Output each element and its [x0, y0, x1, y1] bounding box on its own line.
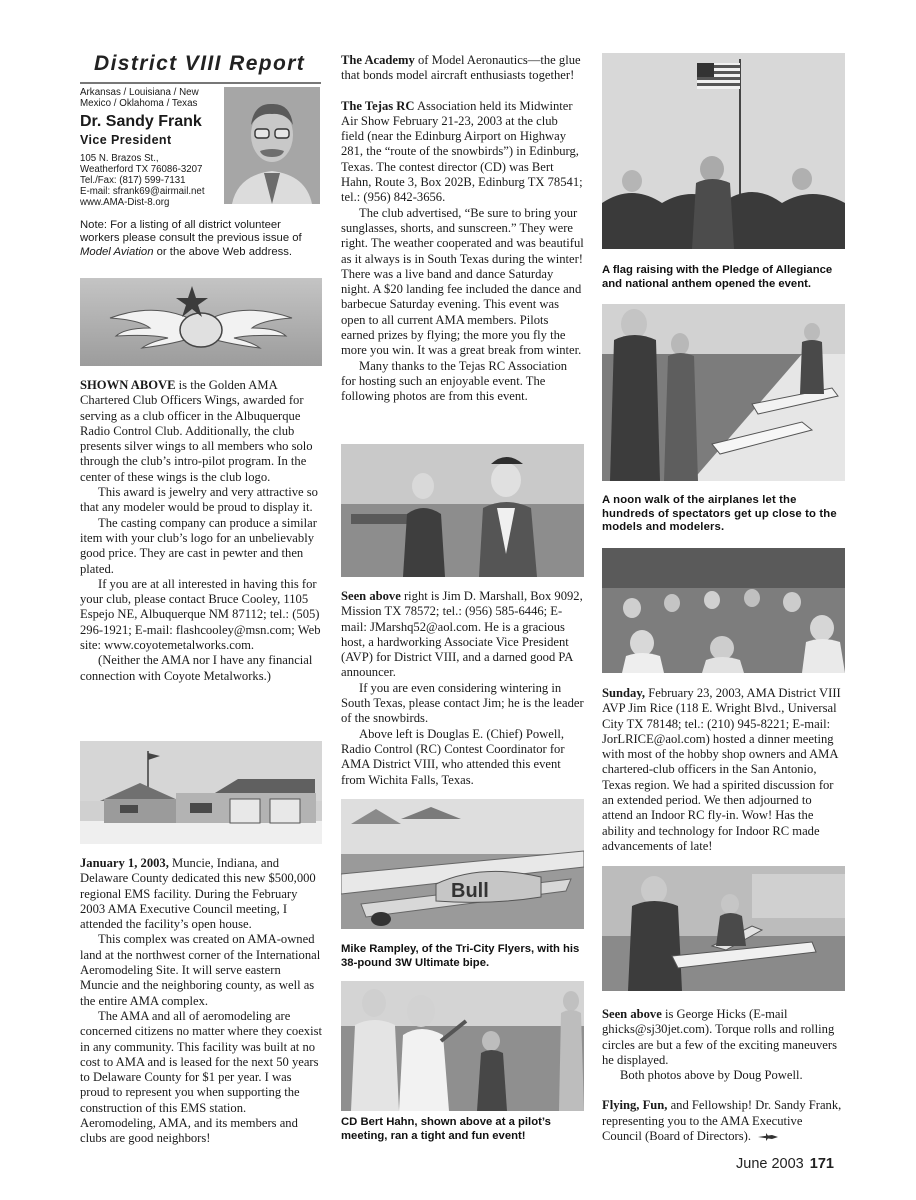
tejas-article	[341, 53, 584, 405]
web-line: www.AMA-Dist-8.org	[80, 197, 170, 208]
marshall-para-2: If you are even considering wintering in South Texas, please contact Jim; he is the leader of the snowbirds.	[341, 680, 584, 726]
tejas-lead: The Tejas RC	[341, 98, 415, 113]
caption-flag: A flag raising with the Pledge of Allegiance and national anthem opened the event.	[602, 264, 833, 290]
ems-facility-photo	[80, 741, 322, 844]
wings-text: is the Golden AMA Chartered Club Officers Wings, awarded for serving as a club officer in the Albuquerque Radio Control Club. Additionally, the club presents silver wings to all members who solo through the club’s intro-pilot program. In the center of these wings is the club logo.	[80, 378, 313, 484]
marshall-lead: Seen above	[341, 589, 401, 603]
ems-para-2: This complex was created on AMA-owned land at the northwest corner of the International Aeromodeling Site. It will serve eastern Muncie and the neighboring county, as well as the entire AMA complex.	[80, 932, 321, 1008]
closing-lead: Flying, Fun,	[602, 1098, 668, 1113]
hicks-text: is George Hicks (E-mail ghicks@sj30jet.com). Torque rolls and rolling circles are but a few of the exciting maneuvers he displayed.	[602, 1007, 837, 1067]
tejas-para-4: Many thanks to the Tejas RC Association for hosting such an enjoyable event. The following photos are from this event.	[341, 358, 568, 404]
note-text-end: or the above Web address.	[153, 245, 293, 258]
closing-text: and Fellowship! Dr. Sandy Frank, representing you to the AMA Executive Council (Board of Directors).	[602, 1098, 842, 1144]
marshall-para	[341, 589, 584, 681]
academy-text: of Model Aeronautics—the glue that bonds model aircraft enthusiasts together!	[341, 53, 581, 83]
page-number: 171	[809, 1156, 834, 1172]
district-note	[80, 219, 320, 259]
note-magazine: Model Aviation	[80, 245, 154, 258]
end-mark-icon	[758, 1130, 778, 1145]
ems-lead: January 1, 2003,	[80, 856, 169, 870]
vp-role: Vice President	[80, 133, 172, 147]
address-line1: 105 N. Brazos St.,	[80, 153, 159, 164]
academy-para	[341, 53, 584, 84]
title-rule	[80, 82, 321, 84]
vp-name: Dr. Sandy Frank	[80, 113, 202, 130]
indoor-rc-photo	[602, 866, 845, 991]
pilots-meeting-photo	[341, 981, 584, 1111]
tejas-para	[341, 99, 584, 206]
closing-para	[602, 1098, 845, 1144]
caption-rampley: Mike Rampley, of the Tri-City Flyers, with his 38-pound 3W Ultimate bipe.	[341, 943, 580, 969]
issue-date: June 2003	[736, 1156, 804, 1172]
dinner-meeting-photo	[602, 548, 845, 673]
academy-lead: The Academy	[341, 53, 415, 67]
district-states: Arkansas / Louisiana / New Mexico / Oklahoma / Texas	[80, 87, 199, 109]
marshall-para-3: Above left is Douglas E. (Chief) Powell, Radio Control (RC) Contest Coordinator for AMA District VIII, who attended this event from Wichita Falls, Texas.	[341, 726, 565, 787]
vp-contact	[80, 153, 205, 208]
wings-para-4: If you are at all interested in having this for your club, please contact Bruce Cooley, 1105 Espejo NE, Albuquerque NM 87112; tel.: (505) 296-1921; E-mail: flashcooley@msn.com; Web site: www.coyotemetalworks.com.	[80, 576, 321, 653]
noon-walk-photo	[602, 304, 845, 481]
photo-credit: Both photos above by Doug Powell.	[620, 1068, 803, 1083]
sunday-text: February 23, 2003, AMA District VIII AVP Jim Rice (118 E. Wright Blvd., Universal City TX 78148; tel.: (210) 945-8221; E-mail: JorLRICE@aol.com) hosted a dinner meeting with most of the hobby shop owners and AMA chartered-club officers in the San Antonio, Texas region. We had a spirited discussion for an extended period. We then adjourned to attend an Indoor RC fly-in. Wow! Has the ability and technology for Indoor RC made advancements of late!	[602, 686, 841, 853]
plane-lettering: Bull	[451, 880, 489, 902]
hicks-para	[602, 1007, 845, 1068]
tejas-text: Association held its Midwinter Air Show February 21-23, 2003 at the club field (near the Edinburg Airport on Highway 281, the “route of the snowbirds”) in Edinburg, Texas. The contest director (CD) was Bert Hahn, Route 3, Box 202B, Edinburg TX 78541; tel.: (956) 842-3656.	[341, 98, 583, 205]
sunday-lead: Sunday,	[602, 686, 646, 700]
wings-para	[80, 378, 322, 485]
biplane-photo	[341, 799, 584, 929]
wings-para-5: (Neither the AMA nor I have any financial connection with Coyote Metalworks.)	[80, 653, 313, 683]
address-line2: Weatherford TX 76086-3207	[80, 164, 203, 175]
ems-text: Muncie, Indiana, and Delaware County dedicated this new $500,000 regional EMS facility. During the February 2003 AMA Executive Council meeting, I attended the facility’s open house.	[80, 856, 316, 932]
hicks-lead: Seen above	[602, 1007, 662, 1021]
sunday-article	[602, 686, 845, 854]
sunday-para	[602, 686, 845, 854]
flag-raising-photo	[602, 53, 845, 249]
wings-para-2: This award is jewelry and very attractive so that any modeler would be proud to display it.	[80, 485, 318, 515]
wings-article	[80, 378, 322, 684]
hicks-article	[602, 1007, 845, 1145]
portrait-photo	[224, 87, 320, 204]
caption-hahn: CD Bert Hahn, shown above at a pilot’s meeting, ran a tight and fun event!	[341, 1116, 551, 1142]
marshall-powell-photo	[341, 444, 584, 577]
caption-noon-walk: A noon walk of the airplanes let the hundreds of spectators get up close to the models and modelers.	[602, 494, 837, 534]
wings-lead: SHOWN ABOVE	[80, 378, 176, 392]
report-title: District VIII Report	[94, 52, 306, 75]
marshall-text: right is Jim D. Marshall, Box 9092, Mission TX 78572; tel.: (956) 585-6446; E-mail: JMarshq52@aol.com. He is a gracious host, a hardworking Associate Vice President (AVP) for District VIII, and a darned good PA announcer.	[341, 589, 583, 680]
tejas-para-3: The club advertised, “Be sure to bring your sunglasses, shorts, and sunscreen.” They were right. The weather cooperated and was beautiful as it always is in South Texas during the winter! There was a live band and dance Saturday night. A $20 landing fee included the dance and barbecue Saturday evening. This event was open to all current AMA members. Pilots earned prizes by flying; the more you fly the more you win. It was a great break from winter.	[341, 205, 584, 358]
ems-article	[80, 856, 322, 1147]
ems-para	[80, 856, 322, 932]
email-line: E-mail: sfrank69@airmail.net	[80, 186, 205, 197]
ems-para-3: The AMA and all of aeromodeling are concerned citizens no matter where they coexist in any community. This facility was built at no cost to AMA and is leased for the next 50 years to Delaware County for $1 per year. I was proud to represent you when supporting the construction of this EMS station. Aeromodeling, AMA, and its members and clubs are good neighbors!	[80, 1008, 322, 1146]
marshall-article	[341, 589, 584, 788]
note-text-start: Note: For a listing of all district volunteer workers please consult the previous issue of	[80, 219, 302, 245]
page-footer	[736, 1156, 834, 1172]
phone-line: Tel./Fax: (817) 599-7131	[80, 175, 186, 186]
wings-para-3: The casting company can produce a similar item with your club’s logo for an unbelievably good price. They are cast in pewter and then plated.	[80, 515, 317, 576]
wings-pin-photo	[80, 278, 322, 366]
